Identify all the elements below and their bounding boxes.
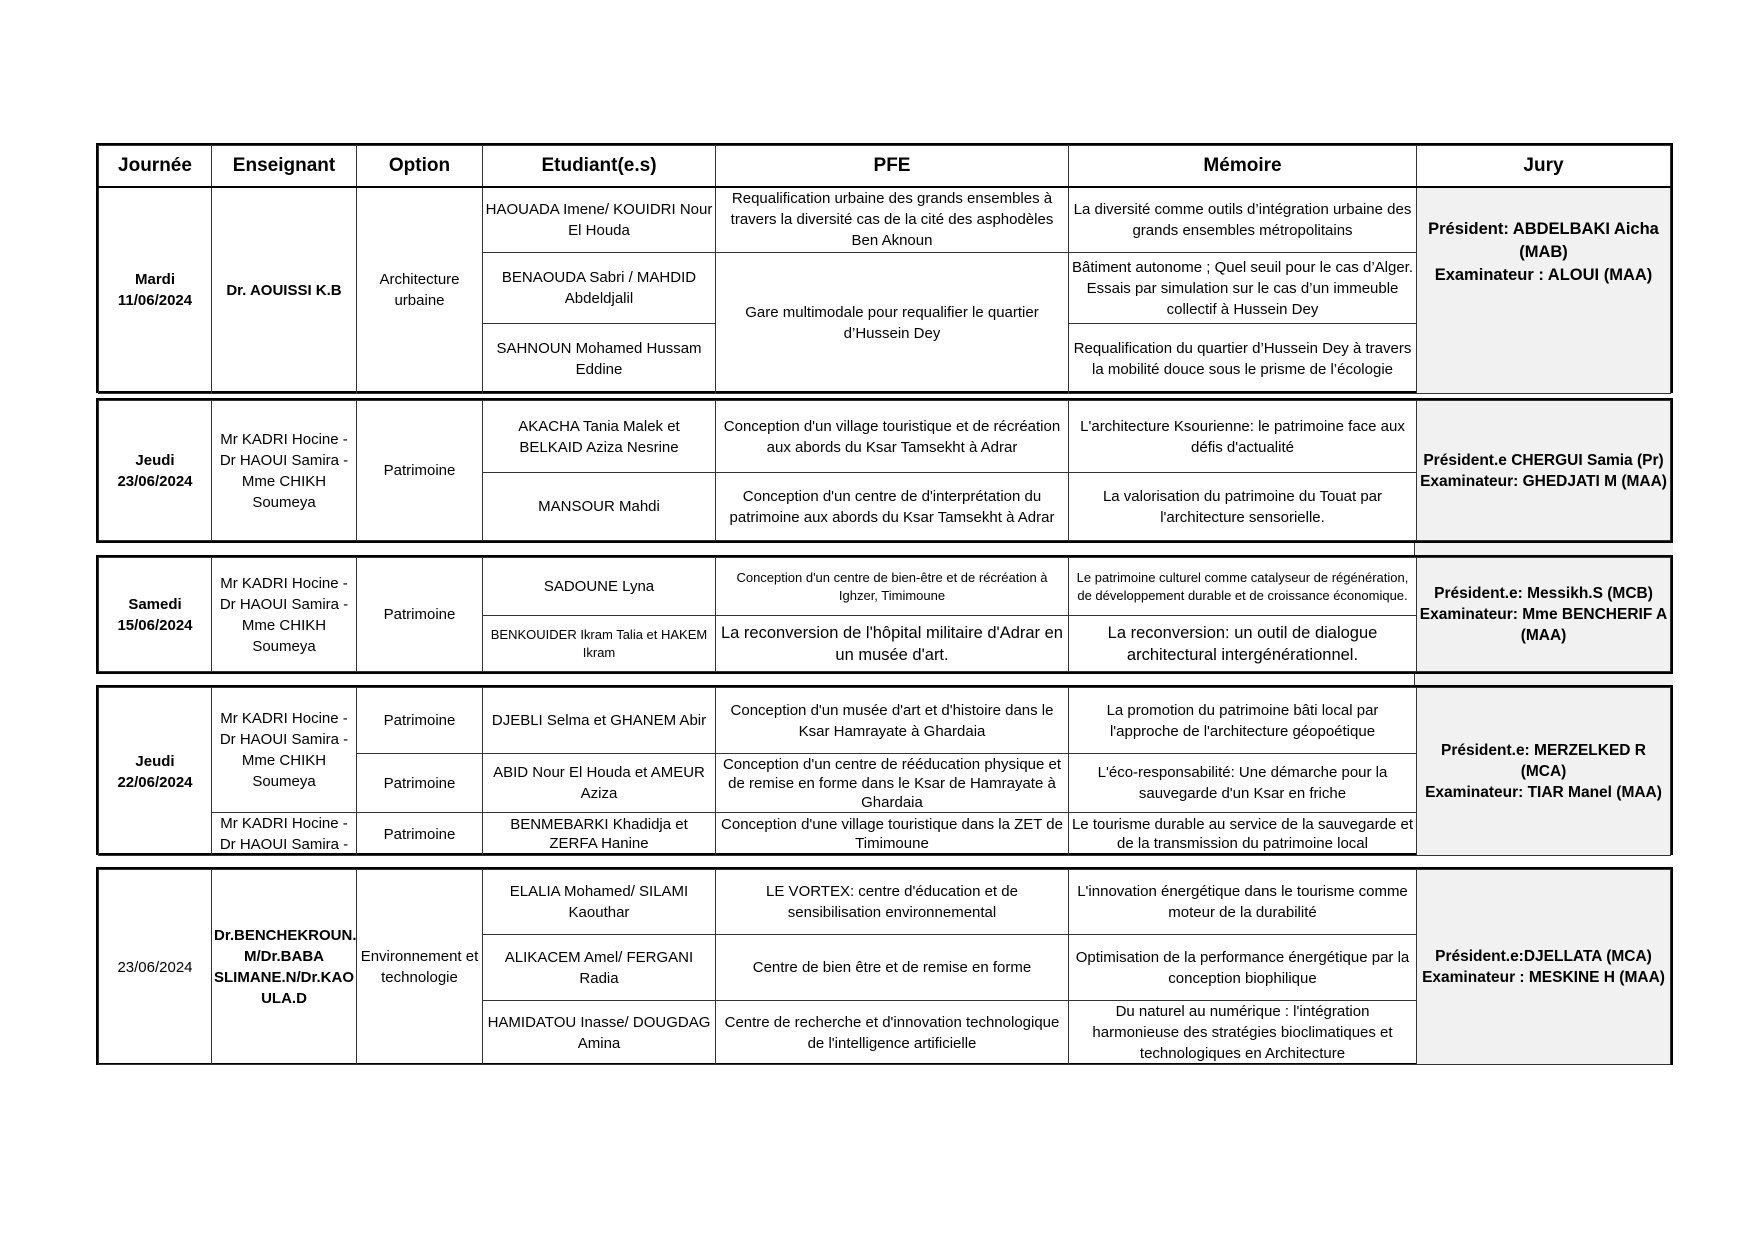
pfe-cell: La reconversion de l'hôpital militaire d'Adrar en un musée d'art. [716, 616, 1069, 672]
day-label: Jeudi [135, 752, 175, 770]
memoire-cell: La reconversion: un outil de dialogue architectural intergénérationnel. [1069, 616, 1417, 672]
teacher-cell: Mr KADRI Hocine - Dr HAOUI Samira - Mme CHIKH Soumeya [212, 688, 357, 813]
pfe-cell: Centre de recherche et d'innovation technologique de l'intelligence artificielle [716, 1001, 1069, 1065]
journee-cell [99, 558, 212, 672]
journee-cell: 23/06/2024 [99, 870, 212, 1065]
jury-president: Président.e CHERGUI Samia (Pr) [1423, 451, 1664, 469]
students-cell: HAMIDATOU Inasse/ DOUGDAG Amina [483, 1001, 716, 1065]
date-label: 15/06/2024 [117, 616, 193, 634]
memoire-cell: L'innovation énergétique dans le tourisme comme moteur de la durabilité [1069, 870, 1417, 935]
jury-president: Président.e: MERZELKED R (MCA) [1441, 742, 1646, 780]
students-cell: ALIKACEM Amel/ FERGANI Radia [483, 935, 716, 1001]
journee-cell [99, 688, 212, 856]
session-block-4 [96, 685, 1673, 855]
journee-cell [99, 401, 212, 541]
pfe-cell: Conception d'un centre de bien-être et de récréation à Ighzer, Timimoune [716, 558, 1069, 616]
session-block-2 [96, 398, 1673, 543]
students-cell: HAOUADA Imene/ KOUIDRI Nour El Houda [483, 187, 716, 253]
teacher-cell: Dr.BENCHEKROUN. M/Dr.BABA SLIMANE.N/Dr.KAO ULA.D [212, 870, 357, 1065]
students-cell: MANSOUR Mahdi [483, 473, 716, 541]
header-etudiants: Etudiant(e.s) [483, 146, 716, 187]
students-cell: BENMEBARKI Khadidja et ZERFA Hanine [483, 813, 716, 856]
pfe-cell: Gare multimodale pour requalifier le quartier d’Hussein Dey [716, 253, 1069, 394]
table-row [99, 870, 1671, 935]
memoire-cell: Le tourisme durable au service de la sauvegarde et de la transmission du patrimoine local [1069, 813, 1417, 856]
option-cell: Patrimoine [357, 688, 483, 754]
table-row [99, 558, 1671, 616]
students-cell: AKACHA Tania Malek et BELKAID Aziza Nesrine [483, 401, 716, 473]
table-row [99, 187, 1671, 253]
pfe-cell: Conception d'un centre de rééducation physique et de remise en forme dans le Ksar de Hamrayate à Ghardaia [716, 754, 1069, 813]
header-journee: Journée [99, 146, 212, 187]
teacher-cell: Mr KADRI Hocine - Dr HAOUI Samira - [212, 813, 357, 856]
pfe-cell: Centre de bien être et de remise en forme [716, 935, 1069, 1001]
jury-president: Président.e: Messikh.S (MCB) [1434, 585, 1653, 602]
pfe-cell: Requalification urbaine des grands ensembles à travers la diversité cas de la cité des asphodèles Ben Aknoun [716, 187, 1069, 253]
header-memoire: Mémoire [1069, 146, 1417, 187]
option-cell: Patrimoine [357, 754, 483, 813]
jury-cell [1417, 558, 1671, 672]
memoire-cell: Optimisation de la performance énergétique par la conception biophilique [1069, 935, 1417, 1001]
students-cell: ELALIA Mohamed/ SILAMI Kaouthar [483, 870, 716, 935]
date-label: 11/06/2024 [117, 292, 193, 310]
students-cell: SAHNOUN Mohamed Hussam Eddine [483, 324, 716, 394]
schedule-table-5 [98, 869, 1671, 1065]
schedule-table-3 [98, 557, 1671, 672]
students-cell: DJEBLI Selma et GHANEM Abir [483, 688, 716, 754]
header-pfe: PFE [716, 146, 1069, 187]
jury-examinateur: Examinateur : MESKINE H (MAA) [1422, 969, 1665, 986]
memoire-cell: Du naturel au numérique : l'intégration harmonieuse des stratégies bioclimatiques et technologiques en Architecture [1069, 1001, 1417, 1065]
day-label: Jeudi [135, 451, 175, 469]
jury-cell [1417, 870, 1671, 1065]
memoire-cell: Requalification du quartier d’Hussein Dey à travers la mobilité douce sous le prisme de l’écologie [1069, 324, 1417, 394]
jury-cell [1417, 401, 1671, 541]
jury-cell [1417, 187, 1671, 394]
header-enseignant: Enseignant [212, 146, 357, 187]
pfe-cell: Conception d'un centre de d'interprétation du patrimoine aux abords du Ksar Tamsekht à Adrar [716, 473, 1069, 541]
memoire-cell: L'éco-responsabilité: Une démarche pour la sauvegarde d'un Ksar en friche [1069, 754, 1417, 813]
jury-examinateur: Examinateur: Mme BENCHERIF A (MAA) [1419, 606, 1668, 644]
day-label: Samedi [128, 595, 182, 613]
jury-president: Président: ABDELBAKI Aicha (MAB) [1428, 219, 1659, 261]
jury-cell [1417, 688, 1671, 856]
journee-cell [99, 187, 212, 394]
pfe-cell: Conception d'une village touristique dans la ZET de Timimoune [716, 813, 1069, 856]
option-cell: Architecture urbaine [357, 187, 483, 394]
students-cell: SADOUNE Lyna [483, 558, 716, 616]
memoire-cell: La promotion du patrimoine bâti local par l'approche de l'architecture géopoétique [1069, 688, 1417, 754]
pfe-cell: LE VORTEX: centre d'éducation et de sensibilisation environnemental [716, 870, 1069, 935]
schedule-table-2 [98, 400, 1671, 541]
teacher-cell: Dr. AOUISSI K.B [212, 187, 357, 394]
table-row [99, 688, 1671, 754]
memoire-cell: Bâtiment autonome ; Quel seuil pour le cas d’Alger. Essais par simulation sur le cas d’un immeuble collectif à Hussein Dey [1069, 253, 1417, 324]
header-option: Option [357, 146, 483, 187]
memoire-cell: La valorisation du patrimoine du Touat par l'architecture sensorielle. [1069, 473, 1417, 541]
option-cell: Environnement et technologie [357, 870, 483, 1065]
pfe-cell: Conception d'un musée d'art et d'histoire dans le Ksar Hamrayate à Ghardaia [716, 688, 1069, 754]
students-cell: ABID Nour El Houda et AMEUR Aziza [483, 754, 716, 813]
header-jury: Jury [1417, 146, 1671, 187]
jury-examinateur: Examinateur: TIAR Manel (MAA) [1425, 784, 1662, 801]
option-cell: Patrimoine [357, 401, 483, 541]
memoire-cell: La diversité comme outils d’intégration urbaine des grands ensembles métropolitains [1069, 187, 1417, 253]
session-block-5 [96, 867, 1673, 1065]
option-cell: Patrimoine [357, 558, 483, 672]
date-label: 22/06/2024 [117, 773, 193, 791]
jury-examinateur: Examinateur: GHEDJATI M (MAA) [1420, 472, 1667, 490]
option-cell: Patrimoine [357, 813, 483, 856]
memoire-cell: L'architecture Ksourienne: le patrimoine face aux défis d'actualité [1069, 401, 1417, 473]
students-cell: BENAOUDA Sabri / MAHDID Abdeldjalil [483, 253, 716, 324]
date-label: 23/06/2024 [117, 472, 193, 490]
schedule-table-1 [98, 145, 1671, 394]
teacher-cell: Mr KADRI Hocine - Dr HAOUI Samira - Mme CHIKH Soumeya [212, 558, 357, 672]
day-label: Mardi [134, 271, 175, 289]
jury-president: Président.e:DJELLATA (MCA) [1435, 948, 1652, 965]
memoire-cell: Le patrimoine culturel comme catalyseur de régénération, de développement durable et de croissance économique. [1069, 558, 1417, 616]
students-cell: BENKOUIDER Ikram Talia et HAKEM Ikram [483, 616, 716, 672]
session-block-1 [96, 143, 1673, 393]
pfe-cell: Conception d'un village touristique et de récréation aux abords du Ksar Tamsekht à Adrar [716, 401, 1069, 473]
schedule-table-4 [98, 687, 1671, 856]
jury-examinateur: Examinateur : ALOUI (MAA) [1434, 265, 1653, 284]
session-block-3 [96, 555, 1673, 674]
teacher-cell: Mr KADRI Hocine - Dr HAOUI Samira - Mme CHIKH Soumeya [212, 401, 357, 541]
header-row [99, 146, 1671, 187]
table-row [99, 401, 1671, 473]
